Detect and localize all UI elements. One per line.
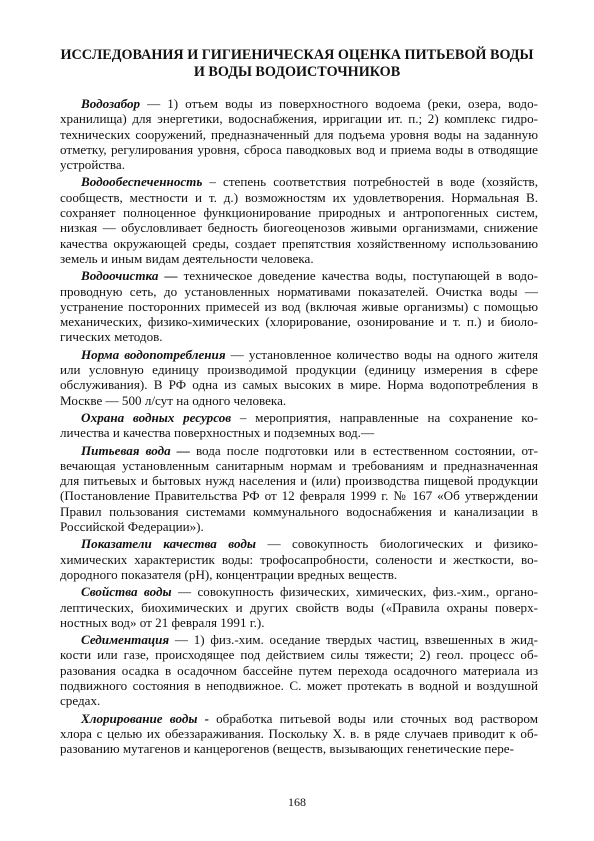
entry-term: Седиментация	[81, 632, 170, 648]
entry-term: Водоочистка —	[81, 268, 178, 284]
entry-definition: — установленное количество воды на одного жителя или условную единицу производимой продукции (единицу измерения в сфере обслуживания). В РФ одна из самых высоких в мире. Норма водопотребления в Москве — 500 л/сут на одного человека.	[60, 346, 538, 408]
entry-definition: — совокупность физических, химических, физ.-хим., органолептических, биохимических и других свойств воды («Правила охраны поверхностных вод» от 21 февраля 1991 г.).	[60, 584, 539, 630]
entry-definition: техническое доведение качества воды, поступающей в водопроводную сеть, до установленных нормативами показателей. Очистка воды — устранение посторонних примесей из вод (включая живые организмы) с помощью механических, физико-химических (хлорирование, озонирование и т. п.) и биологических методов.	[60, 268, 538, 345]
entry-definition: — 1) отъем воды из поверхностного водоема (реки, озера, водохранилища) для энергетики, водоснабжения, ирригации ит. п.; 2) комплекс гидротехнических сооружений, предназначенный для подъема уровня воды на заданную отметку, регулирования уровня, сброса паводковых вод и приема воды в отводящие устройства.	[60, 96, 538, 173]
glossary-entry	[60, 410, 538, 441]
glossary-entry	[60, 584, 538, 630]
entry-definition: – мероприятия, направленные на сохранение количества и качества поверхностных и подземных вод.—	[60, 409, 539, 441]
entry-term: Водозабор	[81, 96, 141, 111]
entry-term: Хлорирование воды -	[81, 710, 209, 726]
glossary-entry	[60, 711, 538, 757]
glossary-entry	[60, 632, 538, 708]
entry-definition: обработка питьевой воды или сточных вод раствором хлора с целью их обеззараживания. Поскольку X. в. в ряде случаев приводит к образованию мутагенов и канцерогенов (веществ, вызывающих генетические пере-	[60, 710, 538, 757]
page-title: ИССЛЕДОВАНИЯ И ГИГИЕНИЧЕСКАЯ ОЦЕНКА ПИТЬЕВОЙ ВОДЫ И ВОДЫ ВОДОИСТОЧНИКОВ	[60, 47, 534, 80]
glossary-entry	[60, 536, 538, 582]
entry-term: Норма водопотребления	[81, 346, 226, 362]
entry-term: Питьевая вода —	[81, 442, 190, 458]
glossary-entry	[60, 347, 538, 408]
glossary-entry	[60, 174, 538, 266]
glossary-entry	[60, 268, 538, 344]
entry-definition: — совокупность биологических и физикохимических характеристик воды: трофосапробности, солености и жесткости, водородного показателя (рН), концентрации вредных веществ.	[60, 536, 538, 582]
entry-term: Свойства воды	[81, 584, 172, 600]
entry-definition: вода после подготовки или в естественном состоянии, отвечающая установленным санитарным нормам и требованиям и предназначенная для питьевых и бытовых нужд населения и (или) производства пищевой продукции (Постановление Правительства РФ от 12 февраля 1999 г. № 167 «Об утверждении Правил пользования системами коммунального водоснабжения и канализации в Российской Федерации»).	[60, 442, 538, 535]
page-number: 168	[288, 795, 306, 809]
entry-term: Водообеспеченность	[81, 174, 203, 190]
entry-term: Показатели качества воды	[81, 536, 256, 552]
glossary-body	[60, 96, 538, 758]
entry-definition: – степень соответствия потребностей в воде (хозяйств, сообществ, местности и т. д.) возможностям их удовлетворения. Нормальная В. сохраняет полноценное функционирование природных и антропогенных систем, низкая — обусловливает бедность биогеоценозов живыми организмами, снижение качества окружающей среды, создает препятствия хозяйственному использованию земель и иным видам деятельности человека.	[60, 174, 538, 266]
entry-definition: — 1) физ.-хим. оседание твердых частиц, взвешенных в жидкости или газе, происходящее под действием силы тяжести; 2) геол. процесс образования осадка в осадочном бассейне путем перехода осадочного материала из подвижного состояния в неподвижное. С. может протекать в водной и воздушной средах.	[60, 632, 538, 709]
glossary-entry	[60, 96, 538, 172]
entry-term: Охрана водных ресурсов	[81, 409, 232, 425]
glossary-entry	[60, 443, 538, 535]
